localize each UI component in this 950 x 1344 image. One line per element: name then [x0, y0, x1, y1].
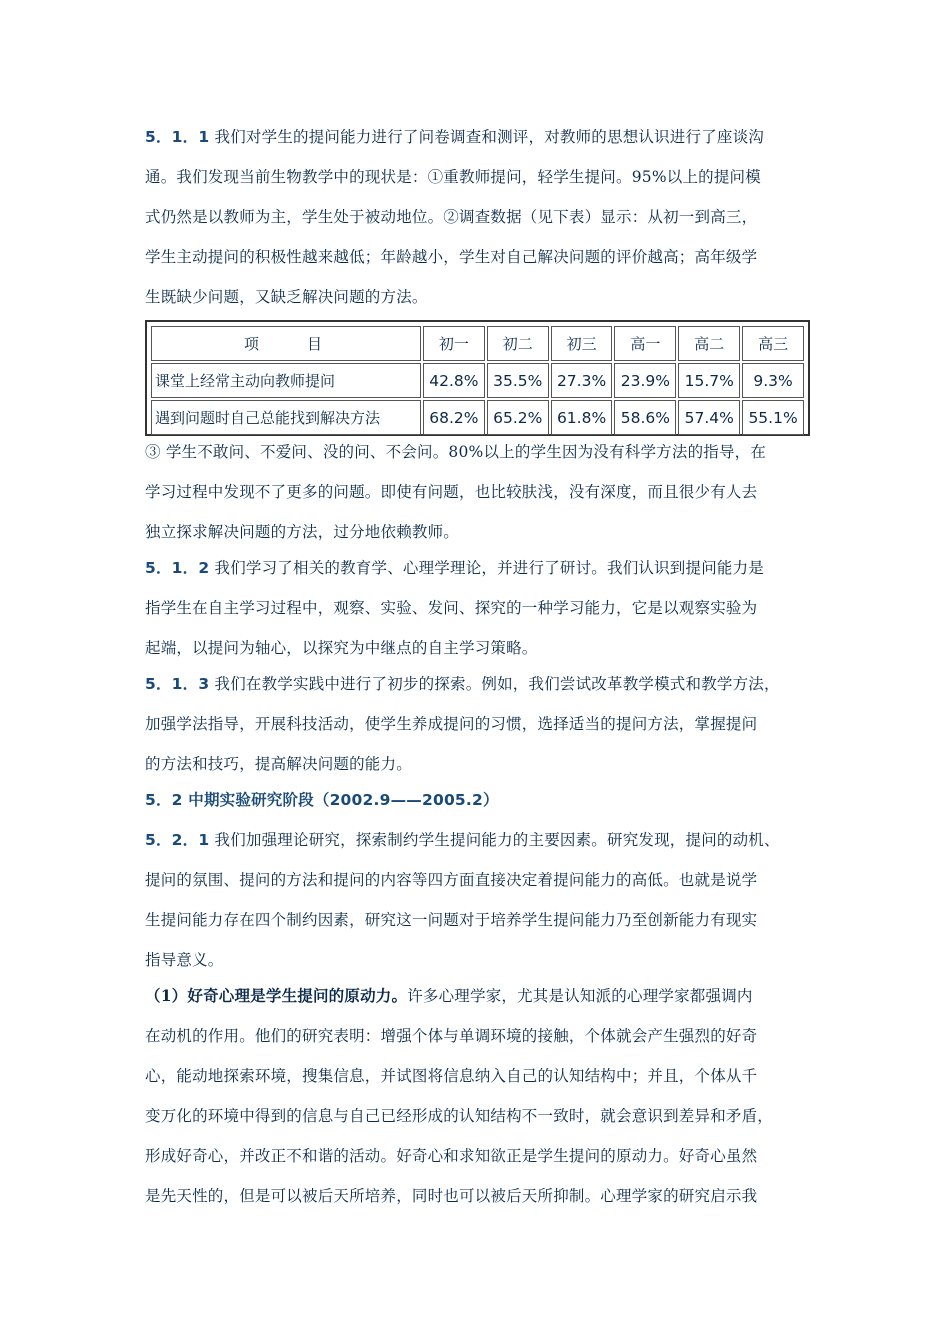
header-cell: 初一 — [423, 326, 485, 361]
table-cell: 68.2% — [423, 400, 485, 435]
text-line: 在动机的作用。他们的研究表明：增强个体与单调环境的接触，个体就会产生强烈的好奇 — [145, 1027, 758, 1045]
section-number: 5．2．1 — [145, 831, 210, 849]
table-cell: 23.9% — [614, 363, 676, 398]
text-line — [145, 820, 817, 860]
section-heading-5-2 — [145, 780, 817, 820]
paragraph-5-2-1 — [145, 820, 817, 980]
line-text: 我们学习了相关的教育学、心理学理论，并进行了研讨。我们认识到提问能力是 — [214, 559, 765, 577]
text-line: 式仍然是以教师为主，学生处于被动地位。②调查数据（见下表）显示：从初一到高三， — [145, 208, 758, 226]
header-cell: 初三 — [551, 326, 613, 361]
text-line — [145, 664, 817, 704]
text-line: 通。我们发现当前生物教学中的现状是：①重教师提问，轻学生提问。95%以上的提问模 — [145, 168, 761, 186]
text-line: 的方法和技巧，提高解决问题的能力。 — [145, 755, 412, 773]
line-text: 许多心理学家，尤其是认知派的心理学家都强调内 — [407, 987, 753, 1005]
table-cell: 55.1% — [742, 400, 804, 435]
section-number: 5．1．3 — [145, 675, 210, 693]
text-line — [145, 976, 817, 1016]
paragraph-point-3 — [145, 432, 817, 552]
table-cell: 61.8% — [551, 400, 613, 435]
table-cell: 27.3% — [551, 363, 613, 398]
section-number: 5．1．1 — [145, 128, 210, 146]
text-line: ③ 学生不敢问、不爱问、没的问、不会问。80%以上的学生因为没有科学方法的指导，在 — [145, 443, 767, 461]
text-line: 独立探求解决问题的方法，过分地依赖教师。 — [145, 523, 460, 541]
paragraph-5-1-2 — [145, 548, 817, 668]
paragraph-5-1-1 — [145, 117, 817, 317]
text-line: 起端，以提问为轴心，以探究为中继点的自主学习策略。 — [145, 639, 538, 657]
table-cell: 35.5% — [487, 363, 549, 398]
text-line: 学生主动提问的积极性越来越低；年龄越小，学生对自己解决问题的评价越高；高年级学 — [145, 248, 758, 266]
text-line: 是先天性的，但是可以被后天所培养，同时也可以被后天所抑制。心理学家的研究启示我 — [145, 1187, 758, 1205]
table-cell: 58.6% — [614, 400, 676, 435]
header-cell: 高三 — [742, 326, 804, 361]
survey-table — [145, 320, 810, 436]
text-line: 学习过程中发现不了更多的问题。即使有问题，也比较肤浅，没有深度，而且很少有人去 — [145, 483, 758, 501]
text-line — [145, 117, 817, 157]
table-row — [151, 400, 804, 435]
table-cell: 65.2% — [487, 400, 549, 435]
section-heading: 5．2 中期实验研究阶段（2002.9——2005.2） — [145, 791, 499, 809]
line-text: 我们在教学实践中进行了初步的探索。例如，我们尝试改革教学模式和教学方法， — [214, 675, 780, 693]
text-line: 加强学法指导，开展科技活动，使学生养成提问的习惯，选择适当的提问方法，掌握提问 — [145, 715, 758, 733]
text-line — [145, 548, 817, 588]
header-cell: 高二 — [678, 326, 740, 361]
table-cell: 9.3% — [742, 363, 804, 398]
line-text: 我们加强理论研究，探索制约学生提问能力的主要因素。研究发现，提问的动机、 — [214, 831, 780, 849]
header-item-label: 项 目 — [151, 326, 421, 361]
table-row — [151, 363, 804, 398]
text-line: 提问的氛围、提问的方法和提问的内容等四方面直接决定着提问能力的高低。也就是说学 — [145, 871, 758, 889]
row-label: 课堂上经常主动向教师提问 — [151, 363, 421, 398]
text-line: 生既缺少问题，又缺乏解决问题的方法。 — [145, 288, 428, 306]
text-line: 指导意义。 — [145, 951, 224, 969]
line-text: 我们对学生的提问能力进行了问卷调查和测评，对教师的思想认识进行了座谈沟 — [214, 128, 765, 146]
header-cell: 高一 — [614, 326, 676, 361]
text-line: 心，能动地探索环境，搜集信息，并试图将信息纳入自己的认知结构中；并且，个体从千 — [145, 1067, 758, 1085]
paragraph-curiosity — [145, 976, 817, 1216]
table-cell: 15.7% — [678, 363, 740, 398]
text-line: 形成好奇心，并改正不和谐的活动。好奇心和求知欲正是学生提问的原动力。好奇心虽然 — [145, 1147, 758, 1165]
table-cell: 42.8% — [423, 363, 485, 398]
bold-lead: （1）好奇心理是学生提问的原动力。 — [145, 986, 408, 1005]
section-number: 5．1．2 — [145, 559, 210, 577]
text-line: 变万化的环境中得到的信息与自己已经形成的认知结构不一致时，就会意识到差异和矛盾， — [145, 1107, 774, 1125]
survey-data-table — [149, 324, 806, 437]
text-line: 生提问能力存在四个制约因素，研究这一问题对于培养学生提问能力乃至创新能力有现实 — [145, 911, 758, 929]
text-line: 指学生在自主学习过程中，观察、实验、发问、探究的一种学习能力，它是以观察实验为 — [145, 599, 758, 617]
row-label: 遇到问题时自己总能找到解决方法 — [151, 400, 421, 435]
table-cell: 57.4% — [678, 400, 740, 435]
header-cell: 初二 — [487, 326, 549, 361]
table-header-row — [151, 326, 804, 361]
paragraph-5-1-3 — [145, 664, 817, 784]
